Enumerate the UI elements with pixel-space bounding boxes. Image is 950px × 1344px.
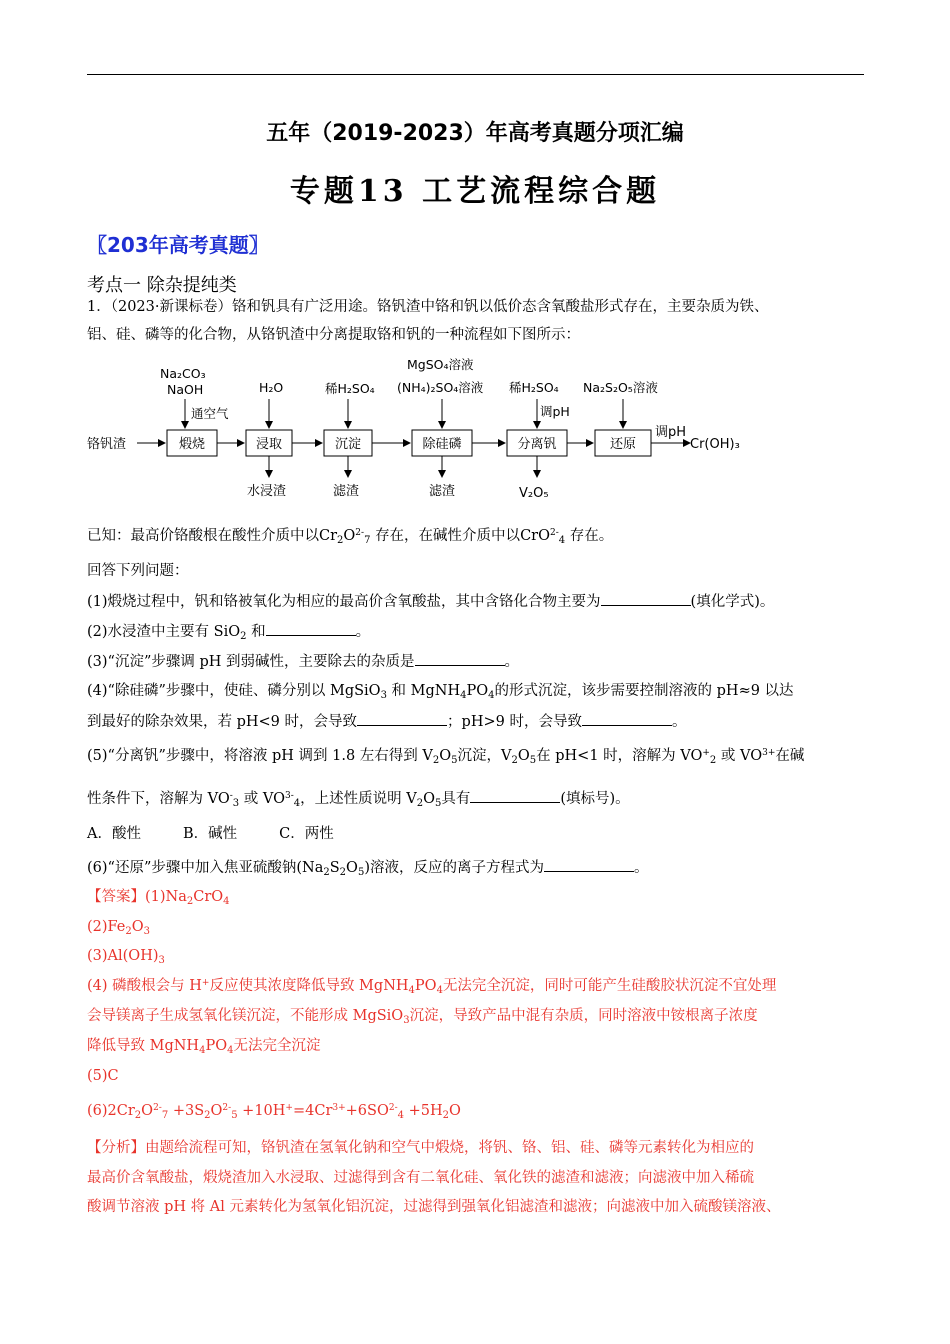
flow-input-na2co3: Na₂CO₃ bbox=[160, 366, 206, 381]
process-flow-diagram bbox=[87, 353, 787, 508]
question-3: (3)“沉淀”步骤调 pH 到弱碱性，主要除去的杂质是 。 bbox=[87, 651, 519, 672]
flow-output-filter-1: 滤渣 bbox=[333, 484, 360, 499]
answer-6: $(6)2Cr_2O^{2-}_7 +3S_2O^{2-}_5 +10H^+=4Cr^{3+}+6SO^{2-}_4 +5H_2O$ bbox=[87, 1103, 461, 1121]
flow-output-v2o5: V₂O₅ bbox=[519, 486, 549, 501]
analysis-line-2: 最高价含氧酸盐，煅烧渣加入水浸取、过滤得到含有二氧化硅、氧化铁的滤渣和滤液；向滤液中加入稀硫 bbox=[87, 1170, 754, 1186]
flow-input-mgso4: MgSO₄溶液 bbox=[407, 357, 474, 372]
question-5-options: A．酸性 B．碱性 C．两性 bbox=[87, 826, 334, 842]
flow-input-naoh: NaOH bbox=[167, 382, 204, 397]
answer-prompt: 回答下列问题： bbox=[87, 563, 189, 579]
question-4-line-2: 到最好的除杂效果，若 pH<9 时，会导致 ；pH>9 时，会导致 。 bbox=[87, 711, 686, 732]
answer-3: $(3)Al(OH)_3$ bbox=[87, 948, 165, 966]
blank-4b bbox=[582, 711, 672, 726]
blank-5 bbox=[470, 788, 560, 803]
answer-4-line-3: 降低导致 $MgNH_4PO_4$无法完全沉淀 bbox=[87, 1038, 321, 1056]
series-title: 五年（2019-2023）年高考真题分项汇编 bbox=[266, 121, 684, 146]
flow-end-label: 调pH bbox=[655, 425, 687, 440]
analysis-line-1: 【分析】由题给流程可知，铬钒渣在氢氧化钠和空气中煅烧，将钒、铬、铝、硅、磷等元素转化为相应的 bbox=[87, 1140, 754, 1156]
question-5-line-2: 性条件下，溶解为 $VO^-_3$ 或 $VO^{3-}_4$，上述性质说明 $V_2O_5$具有 (填标号)。 bbox=[87, 788, 630, 809]
answer-1: 【答案】$(1)Na_2CrO_4$ bbox=[87, 889, 230, 907]
question-1: (1)煅烧过程中，钒和铬被氧化为相应的最高价含氧酸盐，其中含铬化合物主要为 (填化学式)。 bbox=[87, 591, 774, 612]
flow-step-5: 分离钒 bbox=[517, 437, 557, 452]
flow-step-4: 除硅磷 bbox=[422, 437, 462, 452]
flow-step-3: 沉淀 bbox=[334, 437, 362, 452]
question-4-line-1: (4)“除硅磷”步骤中，使硅、磷分别以 MgSiO$_3$ 和 $MgNH_4PO_4$的形式沉淀，该步需要控制溶液的 pH≈9 以达 bbox=[87, 683, 794, 701]
question-intro-2: 铝、硅、磷等的化合物，从铬钒渣中分离提取铬和钒的一种流程如下图所示： bbox=[87, 327, 580, 343]
flow-output-residue: 水浸渣 bbox=[247, 484, 287, 499]
flow-step-2: 浸取 bbox=[255, 437, 283, 452]
question-6: (6)“还原”步骤中加入焦亚硫酸钠$(Na_2S_2O_5)$溶液，反应的离子方程式为 。 bbox=[87, 857, 648, 878]
kaodian-heading: 考点一 除杂提纯类 bbox=[87, 275, 237, 296]
flow-input-adjust-ph: 调pH bbox=[540, 404, 570, 419]
answer-4-line-1: (4) 磷酸根会与 H+反应使其浓度降低导致 $MgNH_4PO_4$无法完全沉淀，同时可能产生硅酸胶状沉淀不宜处理 bbox=[87, 978, 777, 996]
blank-4a bbox=[357, 711, 447, 726]
section-title: 〖203年高考真题〗 bbox=[87, 233, 269, 257]
flow-start: 铬钒渣 bbox=[87, 437, 127, 452]
header-rule bbox=[87, 74, 864, 75]
analysis-line-3: 酸调节溶液 pH 将 Al 元素转化为氢氧化铝沉淀，过滤得到强氧化铝滤渣和滤液；向滤液中加入硫酸镁溶液、 bbox=[87, 1199, 781, 1215]
flow-input-h2so4-2: 稀H₂SO₄ bbox=[509, 380, 559, 395]
blank-6 bbox=[544, 857, 634, 872]
flow-input-air: 通空气 bbox=[191, 406, 229, 421]
flow-step-6: 还原 bbox=[609, 437, 637, 452]
question-5-line-1: (5)“分离钒”步骤中，将溶液 pH 调到 1.8 左右得到 $V_2O_5$沉淀，$V_2O_5$在 pH<1 时，溶解为 $VO^+_2$ 或 $VO^{3+}$在碱 bbox=[87, 748, 805, 766]
topic-title: 专题13 工艺流程综合题 bbox=[289, 174, 661, 209]
question-2: (2)水浸渣中主要有 SiO$_2$ 和 。 bbox=[87, 621, 370, 642]
flow-input-na2s2o5: Na₂S₂O₅溶液 bbox=[583, 380, 658, 395]
flow-output-filter-2: 滤渣 bbox=[429, 484, 456, 499]
answer-2: $(2)Fe_2O_3$ bbox=[87, 919, 151, 937]
known-info: 已知：最高价铬酸根在酸性介质中以$Cr_2O^{2-}_7$ 存在，在碱性介质中以CrO$^{2-}_4$ 存在。 bbox=[87, 528, 614, 546]
flow-input-nh4so4: (NH₄)₂SO₄溶液 bbox=[397, 380, 484, 395]
answer-4-line-2: 会导镁离子生成氢氧化镁沉淀，不能形成 MgSiO$_3$沉淀，导致产品中混有杂质，同时溶液中铵根离子浓度 bbox=[87, 1008, 758, 1026]
flow-step-1: 煅烧 bbox=[178, 437, 206, 452]
blank-1 bbox=[601, 591, 691, 606]
question-intro-1: 1．（2023·新课标卷）铬和钒具有广泛用途。铬钒渣中铬和钒以低价态含氧酸盐形式存在，主要杂质为铁、 bbox=[87, 299, 769, 315]
answer-5: (5)C bbox=[87, 1068, 119, 1084]
blank-2 bbox=[266, 621, 356, 636]
flow-input-h2o: H₂O bbox=[259, 380, 284, 395]
blank-3 bbox=[415, 651, 505, 666]
flow-end: Cr(OH)₃ bbox=[690, 437, 740, 452]
flow-input-h2so4: 稀H₂SO₄ bbox=[325, 381, 375, 396]
